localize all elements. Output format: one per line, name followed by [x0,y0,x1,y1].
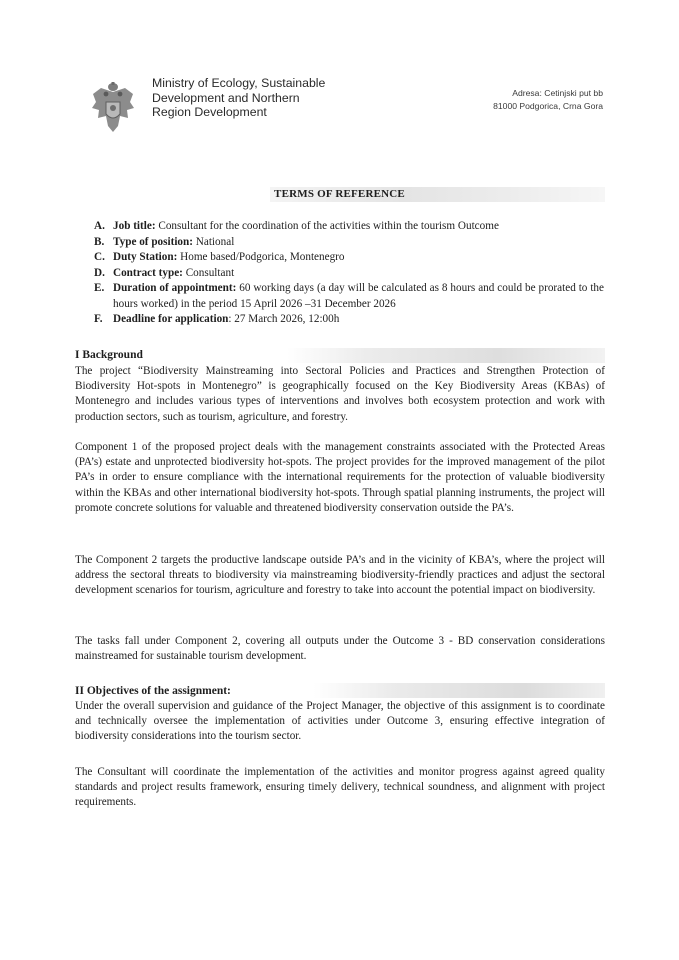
item-letter: C. [94,251,105,263]
paragraph-text: The project “Biodiversity Mainstreaming into Sectoral Policies and Practices and Strengthen Protection of Biodiversity Hot-spots in Montenegro” is geographically focused on the Key Biodiversity Areas (KBAs) of Montenegro and includes various types of interventions and involves both ecosystem protection and work with production sectors, such as tourism, agriculture, and forestry. [75,365,605,423]
job-detail-item [94,266,604,282]
background-heading: I Background [75,349,143,361]
job-details-list [94,219,604,328]
objectives-paragraph [75,765,605,811]
address-line: Adresa: Cetinjski put bb [512,88,603,98]
item-value: Home based/Podgorica, Montenegro [177,251,345,263]
paragraph-text: The Component 2 targets the productive landscape outside PA’s and in the vicinity of KBA’s, where the project will address the sectoral threats to biodiversity via mainstreaming biodiversity-friendly practices and adjust the sectoral development scenarios for tourism, agriculture and forestry to take into account the potential impact on biodiversity. [75,554,605,597]
background-paragraph [75,553,605,599]
background-paragraph [75,634,605,664]
ministry-line: Region Development [152,105,267,119]
ministry-address [493,87,603,113]
item-label: Deadline for application [113,313,229,325]
item-label: Type of position: [113,235,193,248]
item-label: Contract type: [113,266,183,279]
address-line: 81000 Podgorica, Crna Gora [493,101,603,111]
item-value: Consultant for the coordination of the activities within the tourism Outcome [155,220,499,232]
objectives-paragraph [75,699,605,745]
job-detail-item [94,281,604,312]
item-value: : 27 March 2026, 12:00h [228,313,340,325]
item-label: Duty Station: [113,251,178,263]
coat-of-arms-logo [90,82,136,134]
objectives-heading: II Objectives of the assignment: [75,685,231,697]
background-paragraph [75,440,605,516]
item-letter: E. [94,282,105,294]
item-label: Job title: [113,220,156,232]
paragraph-text: Component 1 of the proposed project deals with the management constraints associated with the Protected Areas (PA’s) estate and unprotected biodiversity hot-spots. The project provides for the improved management of the pilot PA’s in order to ensure compliance with the international requirements for the protection of valuable biodiversity within the KBAs and other international biodiversity hot-spots. Through spatial planning instruments, the project will promote concrete solutions for valuable and threatened biodiversity conservation outside the PA’s. [75,441,605,514]
paragraph-text: The Consultant will coordinate the implementation of the activities and monitor progress against agreed quality standards and project results framework, ensuring timely delivery, technical soundness, and alignment with project requirements. [75,766,605,809]
ministry-line: Development and Northern [152,90,300,105]
job-detail-item [94,219,604,235]
paragraph-text: Under the overall supervision and guidance of the Project Manager, the objective of this assignment is to coordinate and technically oversee the implementation of activities under Outcome 3, ensuring effective integration of biodiversity considerations into the tourism sector. [75,700,605,743]
paragraph-text: The tasks fall under Component 2, covering all outputs under the Outcome 3 - BD conservation considerations mainstreamed for sustainable tourism development. [75,635,605,663]
job-detail-item [94,235,604,251]
item-value: 60 working days (a day will be calculated as 8 hours and could be prorated to the hours worked) in the period 15 April 2026 –31 December 2026 [113,282,604,310]
document-title: TERMS OF REFERENCE [274,188,405,200]
background-paragraph [75,364,605,425]
item-value: Consultant [182,266,235,279]
item-value: National [192,235,235,248]
item-letter: F. [94,313,103,325]
item-letter: D. [94,266,105,279]
item-label: Duration of appointment: [113,282,237,294]
job-detail-item [94,250,604,266]
section-scan-shading [75,348,605,363]
item-letter: B. [94,235,105,248]
ministry-name [152,76,352,120]
ministry-line: Ministry of Ecology, Sustainable [152,76,326,90]
job-detail-item [94,312,604,328]
item-letter: A. [94,220,105,232]
